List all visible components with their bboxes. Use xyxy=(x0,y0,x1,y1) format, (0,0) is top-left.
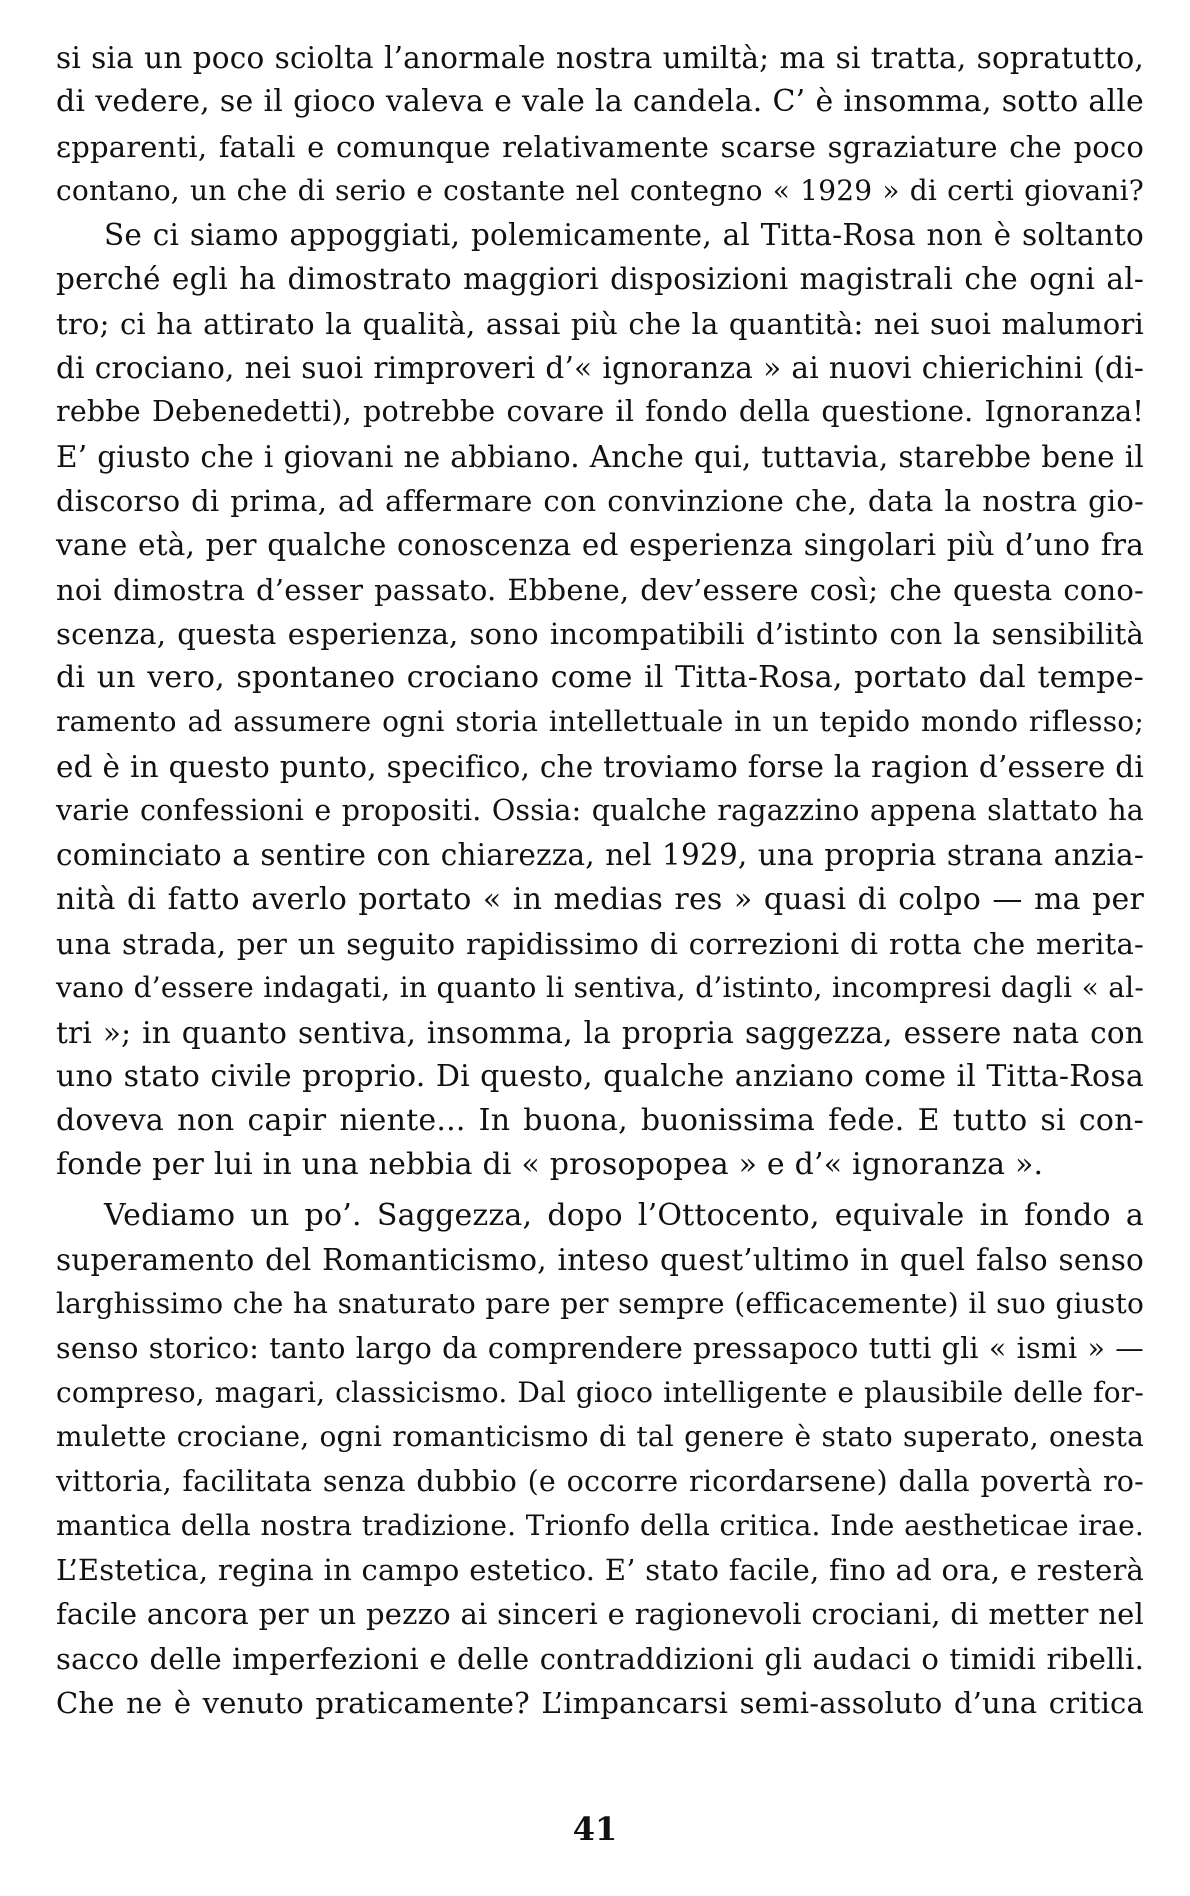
paragraph-start-line: Se ci siamo appoggiati, polemicamente, al Titta-Rosa non è soltanto xyxy=(104,218,1144,253)
body-text xyxy=(56,36,1144,1725)
text-line: tri »; in quanto sentiva, insomma, la propria saggezza, essere nata con xyxy=(56,1015,1144,1050)
text-line: senso storico: tanto largo da comprendere pressapoco tutti gli « ismi » — xyxy=(56,1331,1144,1365)
text-line: compreso, magari, classicismo. Dal gioco intelligente e plausibile delle for- xyxy=(56,1375,1144,1409)
text-line: di un vero, spontaneo crociano come il Titta-Rosa, portato dal tempe- xyxy=(56,660,1144,696)
text-line: ɛpparenti, fatali e comunque relativamente scarse sgraziature che poco xyxy=(56,129,1144,164)
text-line: larghissimo che ha snaturato pare per sempre (efficacemente) il suo giusto xyxy=(56,1287,1144,1321)
text-line: vano d’essere indagati, in quanto li sentiva, d’istinto, incompresi dagli « al- xyxy=(56,971,1144,1005)
page-number: 41 xyxy=(572,1810,618,1848)
text-line: tro; ci ha attirato la qualità, assai più che la quantità: nei suoi malumori xyxy=(56,306,1144,341)
paragraph-end-line: fonde per lui in una nebbia di « prosopopea » e d’« ignoranza ». xyxy=(56,1147,1044,1183)
text-line: superamento del Romanticismo, inteso quest’ultimo in quel falso senso xyxy=(56,1243,1144,1278)
text-line: rebbe Debenedetti), potrebbe covare il fondo della questione. Ignoranza! xyxy=(56,395,1144,429)
text-line: perché egli ha dimostrato maggiori disposizioni magistrali che ogni al- xyxy=(56,262,1144,297)
text-line: di vedere, se il gioco valeva e vale la candela. C’ è insomma, sotto alle xyxy=(56,84,1144,120)
text-line: mulette crociane, ogni romanticismo di tal genere è stato superato, onesta xyxy=(56,1420,1144,1454)
paragraph-start-line: Vediamo un po’. Saggezza, dopo l’Ottocento, equivale in fondo a xyxy=(104,1197,1144,1233)
text-line: contano, un che di serio e costante nel contegno « 1929 » di certi giovani? xyxy=(56,173,1144,207)
text-line: cominciato a sentire con chiarezza, nel 1929, una propria strana anzia- xyxy=(56,838,1144,873)
text-line: nità di fatto averlo portato « in medias res » quasi di colpo — ma per xyxy=(56,881,1144,917)
text-line: L’Estetica, regina in campo estetico. E’ stato facile, fino ad ora, e resterà xyxy=(56,1553,1144,1588)
text-line: Che ne è venuto praticamente? L’impancarsi semi-assoluto d’una critica xyxy=(56,1685,1144,1720)
text-line: discorso di prima, ad affermare con convinzione che, data la nostra gio- xyxy=(56,483,1144,518)
text-line: una strada, per un seguito rapidissimo di correzioni di rotta che merita- xyxy=(56,926,1144,961)
text-line: varie confessioni e propositi. Ossia: qualche ragazzino appena slattato ha xyxy=(56,794,1144,828)
text-line: ramento ad assumere ogni storia intellettuale in un tepido mondo riflesso; xyxy=(56,705,1144,739)
text-line: facile ancora per un pezzo ai sinceri e ragionevoli crociani, di metter nel xyxy=(56,1597,1144,1632)
text-line: di crociano, nei suoi rimproveri d’« ignoranza » ai nuovi chierichini (di- xyxy=(56,351,1144,386)
text-line: vane età, per qualche conoscenza ed esperienza singolari più d’uno fra xyxy=(56,528,1144,563)
text-line: doveva non capir niente... In buona, buonissima fede. E tutto si con- xyxy=(56,1103,1144,1139)
text-line: ed è in questo punto, specifico, che troviamo forse la ragion d’essere di xyxy=(56,749,1144,784)
text-line: vittoria, facilitata senza dubbio (e occorre ricordarsene) dalla povertà ro- xyxy=(56,1464,1144,1498)
text-line: noi dimostra d’esser passato. Ebbene, dev’essere così; che questa cono- xyxy=(56,572,1144,607)
text-line: uno stato civile proprio. Di questo, qualche anziano come il Titta-Rosa xyxy=(56,1058,1144,1094)
text-line: mantica della nostra tradizione. Trionfo della critica. Inde aestheticae irae. xyxy=(56,1508,1144,1542)
text-line: E’ giusto che i giovani ne abbiano. Anche qui, tuttavia, starebbe bene il xyxy=(56,439,1144,474)
text-line: scenza, questa esperienza, sono incompatibili d’istinto con la sensibilità xyxy=(56,616,1144,651)
text-line: si sia un poco sciolta l’anormale nostra umiltà; ma si tratta, sopratutto, xyxy=(56,41,1144,75)
text-line: sacco delle imperfezioni e delle contraddizioni gli audaci o timidi ribelli. xyxy=(56,1641,1144,1676)
